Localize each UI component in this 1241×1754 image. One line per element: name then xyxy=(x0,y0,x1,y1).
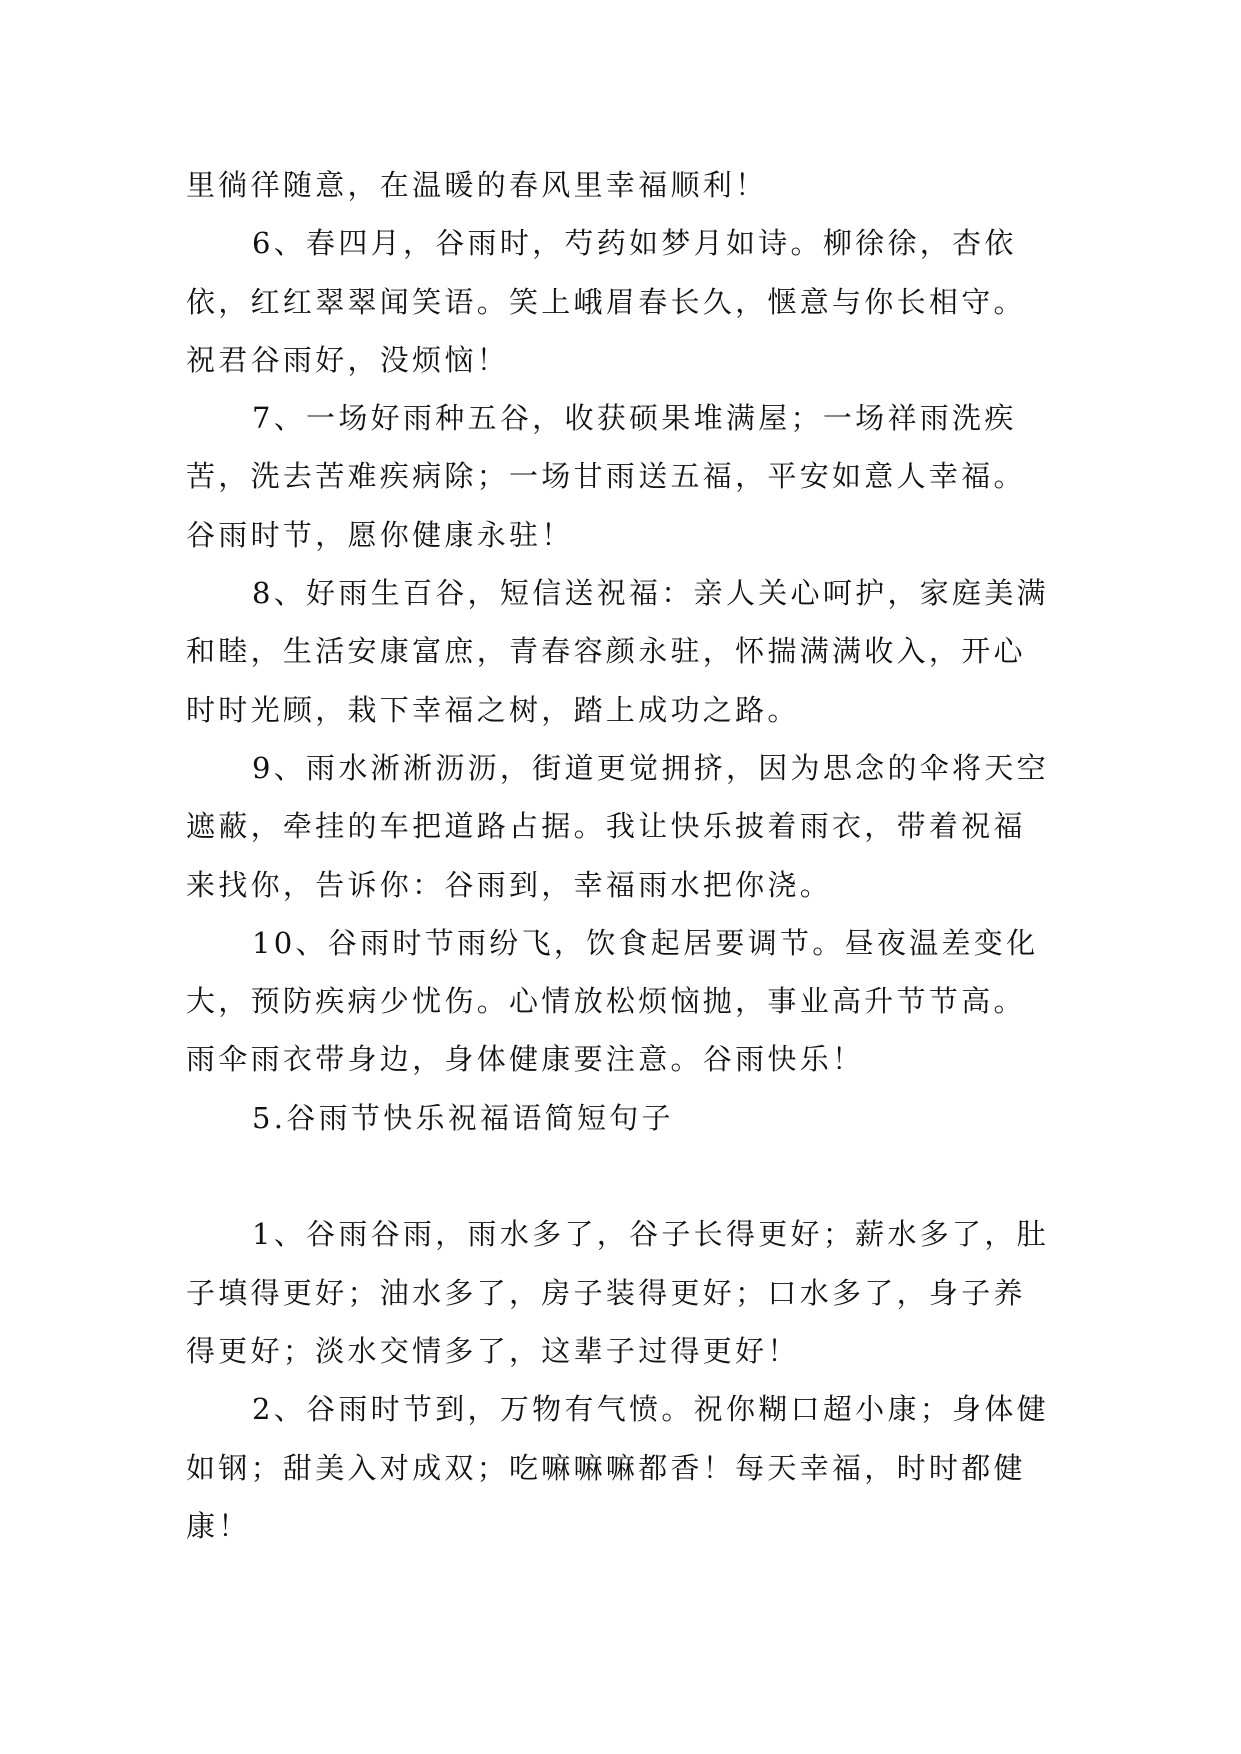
section-paragraph-item-2: 2、谷雨时节到，万物有气愤。祝你糊口超小康；身体健如钢；甜美入对成双；吃嘛嘛嘛都香！每天幸福，时时都健康！ xyxy=(186,1392,1049,1543)
paragraph-item-7: 7、一场好雨种五谷，收获硕果堆满屋；一场祥雨洗疾苦，洗去苦难疾病除；一场甘雨送五福，平安如意人幸福。谷雨时节，愿你健康永驻！ xyxy=(186,401,1026,552)
paragraph-continuation: 里徜徉随意，在温暖的春风里幸福顺利！ xyxy=(186,168,768,202)
paragraph-item-6: 6、春四月，谷雨时，芍药如梦月如诗。柳徐徐，杏依依，红红翠翠闻笑语。笑上峨眉春长久，惬意与你长相守。祝君谷雨好，没烦恼！ xyxy=(186,226,1026,377)
document-body xyxy=(186,156,1058,1555)
section-paragraph-item-1: 1、谷雨谷雨，雨水多了，谷子长得更好；薪水多了，肚子填得更好；油水多了，房子装得更好；口水多了，身子养得更好；淡水交情多了，这辈子过得更好！ xyxy=(186,1217,1049,1368)
paragraph-item-10: 10、谷雨时节雨纷飞，饮食起居要调节。昼夜温差变化大，预防疾病少忧伤。心情放松烦恼抛，事业高升节节高。雨伞雨衣带身边，身体健康要注意。谷雨快乐！ xyxy=(186,925,1039,1077)
paragraph-item-8: 8、好雨生百谷，短信送祝福：亲人关心呵护，家庭美满和睦，生活安康富庶，青春容颜永驻，怀揣满满收入，开心时时光顾，栽下幸福之树，踏上成功之路。 xyxy=(186,576,1049,727)
section-spacer xyxy=(186,1147,1058,1205)
paragraph-item-9: 9、雨水淅淅沥沥，街道更觉拥挤，因为思念的伞将天空遮蔽，牵挂的车把道路占据。我让快乐披着雨衣，带着祝福来找你，告诉你：谷雨到，幸福雨水把你浇。 xyxy=(186,750,1049,902)
section-heading: 5.谷雨节快乐祝福语简短句子 xyxy=(252,1100,674,1135)
